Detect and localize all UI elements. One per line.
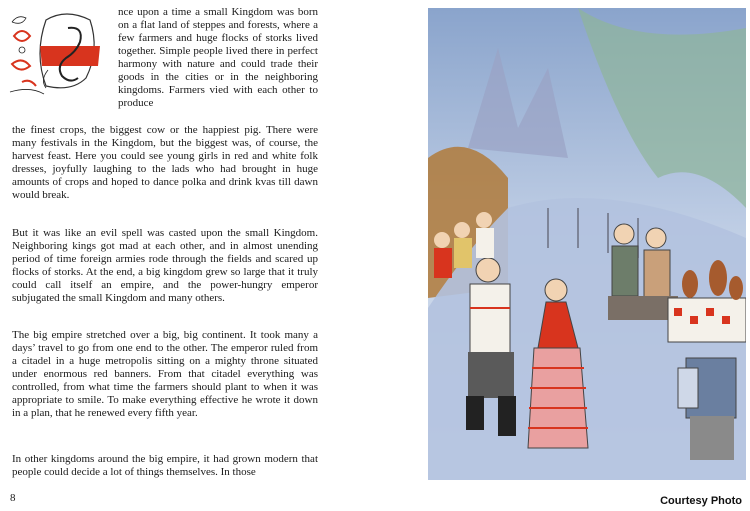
festive-table xyxy=(668,298,746,342)
photo-credit: Courtesy Photo xyxy=(656,493,746,509)
paragraph-1-intro: nce upon a time a small Kingdom was born on a flat land of steppes and forests, where a few farmers and huge flocks of storks lived together. Simple people lived there in perfect harmony with nature and could trade their goods in the cities or in the neighboring kingdoms. Farmers vied with each other to produce xyxy=(118,6,318,109)
paragraph-3: The big empire stretched over a big, big continent. It took many a days’ travel to go from one end to the other. The emperor ruled from a citadel in a huge metropolis sitting on a mighty throne situated under enormous red banners. From that citadel everything was controlled, from what time the farmers should plant to when it was appropriate to smile. To make everything effective he wrote it down in a plan, that he renewed every fifth year. xyxy=(12,329,318,419)
paragraph-4: In other kingdoms around the big empire, it had grown modern that people could decide a lot of things themselves. In those xyxy=(12,453,318,478)
page-number: 8 xyxy=(10,492,16,504)
folk-festival-illustration xyxy=(428,8,746,480)
paragraph-2: But it was like an evil spell was casted upon the small Kingdom. Neighboring kings got mad at each other, and in almost unending period of time foreign armies rode through the fields and scared up flocks of storks. At the end, a big kingdom grew so large that it truly could call itself an empire, and the power-hungry emperor subjugated the small Kingdom and many others. xyxy=(12,227,318,304)
paragraph-1-continued: the finest crops, the biggest cow or the happiest pig. There were many festivals in the Kingdom, but the biggest was, of course, the harvest feast. Here you could see young girls in red and white folk dresses, joyfully laughing to the lads who had brought in huge amounts of crops and hoped to dance polka and drink kvas till dawn would break. xyxy=(12,124,318,201)
right-page xyxy=(422,0,750,511)
drop-cap-ornament xyxy=(8,6,114,98)
